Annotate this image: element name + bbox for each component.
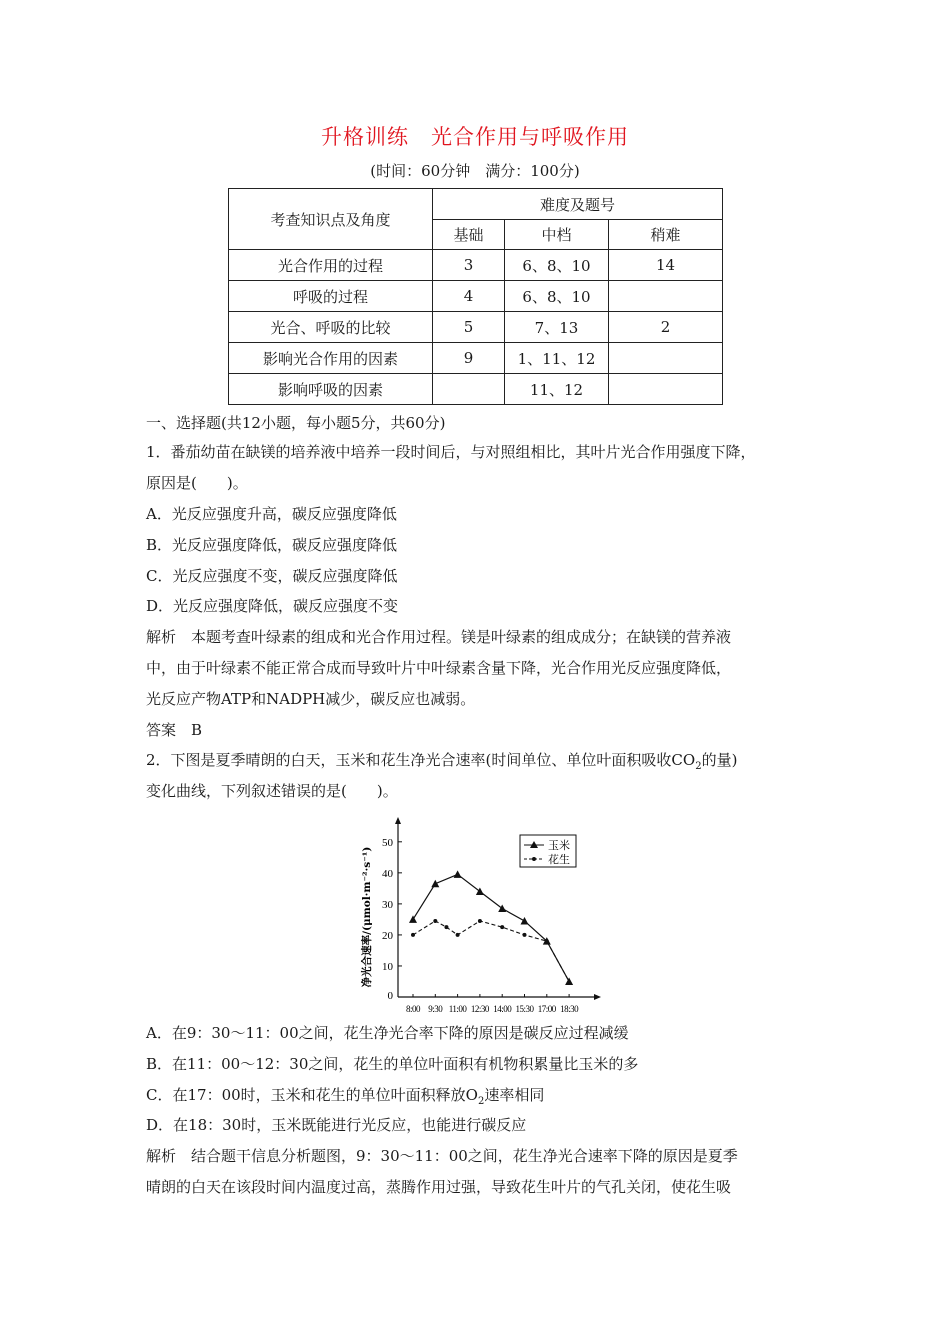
legend-label-peanut: 花生 (548, 853, 570, 866)
peanut-point (433, 919, 437, 923)
q1-option-c: C．光反应强度不变，碳反应强度降低 (146, 567, 398, 585)
q1-option-b: B．光反应强度降低，碳反应强度降低 (146, 536, 398, 554)
series-line-corn (413, 874, 569, 981)
x-tick-label: 11:00 (448, 1004, 467, 1014)
table-cell-medium: 11、12 (505, 374, 609, 405)
x-axis-arrow (594, 994, 601, 1000)
table-cell-hard: 14 (609, 250, 723, 281)
peanut-point (545, 939, 549, 943)
q2-stem-line2: 变化曲线，下列叙述错误的是( )。 (146, 782, 398, 800)
section-heading: 一、选择题(共12小题，每小题5分，共60分) (146, 414, 446, 432)
q1-analysis-line2: 中，由于叶绿素不能正常合成而导致叶片中叶绿素含量下降，光合作用光反应强度降低， (146, 659, 732, 677)
corn-point (409, 915, 417, 923)
corn-point (454, 870, 462, 878)
table-row (229, 312, 723, 343)
peanut-point (456, 933, 460, 937)
table-cell-basic (433, 374, 505, 405)
y-tick-label: 50 (382, 836, 393, 849)
q1-stem-line1: 1．番茄幼苗在缺镁的培养液中培养一段时间后，与对照组相比，其叶片光合作用强度下降， (146, 443, 756, 461)
x-tick-label: 18:30 (560, 1004, 579, 1014)
series-line-peanut (413, 921, 569, 982)
table-row (229, 343, 723, 374)
x-tick-label: 14:00 (493, 1004, 512, 1014)
table-cell-hard (609, 374, 723, 405)
peanut-point (478, 919, 482, 923)
table-cell-topic: 光合作用的过程 (229, 250, 433, 281)
table-row (229, 281, 723, 312)
table-cell-hard (609, 343, 723, 374)
x-tick-label: 12:30 (470, 1004, 489, 1014)
q2-stem-line1: 2．下图是夏季晴朗的白天，玉米和花生净光合速率(时间单位、单位叶面积吸收$CO_2$的量) (146, 751, 738, 772)
table-cell-basic: 5 (433, 312, 505, 343)
table-cell-basic: 3 (433, 250, 505, 281)
q2-option-b: B．在11：00～12：30之间，花生的单位叶面积有机物积累量比玉米的多 (146, 1055, 639, 1073)
table-cell-basic: 4 (433, 281, 505, 312)
table-row (229, 374, 723, 405)
table-cell-medium: 6、8、10 (505, 281, 609, 312)
q2-option-d: D．在18：30时，玉米既能进行光反应，也能进行碳反应 (146, 1116, 527, 1134)
page-title: 升格训练 光合作用与呼吸作用 (321, 125, 629, 149)
table-col-header: 考查知识点及角度 (229, 189, 433, 250)
q1-option-d: D．光反应强度降低，碳反应强度不变 (146, 597, 399, 615)
y-tick-label: 0 (387, 990, 393, 1002)
q1-analysis-line1: 解析 本题考查叶绿素的组成和光合作用过程。镁是叶绿素的组成成分；在缺镁的营养液 (146, 628, 732, 646)
q1-analysis-line3: 光反应产物ATP和NADPH减少，碳反应也减弱。 (146, 690, 476, 708)
page-subtitle: (时间：60分钟 满分：100分) (370, 162, 580, 180)
knowledge-table (228, 188, 723, 405)
x-tick-label: 8:00 (405, 1004, 421, 1014)
table-cell-medium: 1、11、12 (505, 343, 609, 374)
y-tick-label: 20 (382, 929, 393, 942)
table-cell-topic: 影响呼吸的因素 (229, 374, 433, 405)
table-level-hard: 稍难 (609, 220, 723, 250)
q1-stem-line2: 原因是( )。 (146, 474, 248, 492)
peanut-point (411, 933, 415, 937)
table-cell-hard (609, 281, 723, 312)
peanut-point (523, 933, 527, 937)
y-tick-label: 40 (382, 867, 393, 880)
x-tick-label: 17:00 (537, 1004, 556, 1014)
legend-label-corn: 玉米 (548, 839, 570, 852)
table-cell-medium: 7、13 (505, 312, 609, 343)
corn-point (565, 977, 573, 985)
y-axis-label: 净光合速率/(μmol·m⁻²·s⁻¹) (361, 846, 373, 988)
corn-point (431, 880, 439, 888)
q2-analysis-line2: 晴朗的白天在该段时间内温度过高，蒸腾作用过强，导致花生叶片的气孔关闭，使花生吸 (146, 1178, 732, 1196)
corn-point (521, 917, 529, 925)
y-tick-label: 10 (382, 960, 393, 973)
y-tick-label: 30 (382, 898, 393, 911)
q2-option-c: C．在17：00时，玉米和花生的单位叶面积释放$O_2$速率相同 (146, 1086, 545, 1107)
table-cell-hard: 2 (609, 312, 723, 343)
q2-option-a: A．在9：30～11：00之间，花生净光合率下降的原因是碳反应过程减缓 (146, 1024, 629, 1042)
peanut-point (500, 925, 504, 929)
table-cell-topic: 光合、呼吸的比较 (229, 312, 433, 343)
table-row (229, 250, 723, 281)
x-tick-label: 9:30 (428, 1004, 443, 1014)
table-cell-medium: 6、8、10 (505, 250, 609, 281)
table-cell-basic: 9 (433, 343, 505, 374)
y-axis-arrow (395, 817, 401, 824)
table-level-basic: 基础 (433, 220, 505, 250)
table-cell-topic: 影响光合作用的因素 (229, 343, 433, 374)
table-cell-topic: 呼吸的过程 (229, 281, 433, 312)
x-tick-label: 15:30 (515, 1004, 534, 1014)
peanut-point (444, 925, 448, 929)
q1-answer: 答案 B (146, 721, 203, 739)
legend-marker-peanut (532, 857, 536, 861)
q1-option-a: A．光反应强度升高，碳反应强度降低 (146, 505, 397, 523)
net-photosynthesis-chart (350, 815, 610, 1015)
chart-svg (350, 815, 610, 1015)
table-group-header: 难度及题号 (433, 189, 723, 220)
q2-analysis-line1: 解析 结合题干信息分析题图，9：30～11：00之间，花生净光合速率下降的原因是夏季 (146, 1147, 738, 1165)
table-level-medium: 中档 (505, 220, 609, 250)
